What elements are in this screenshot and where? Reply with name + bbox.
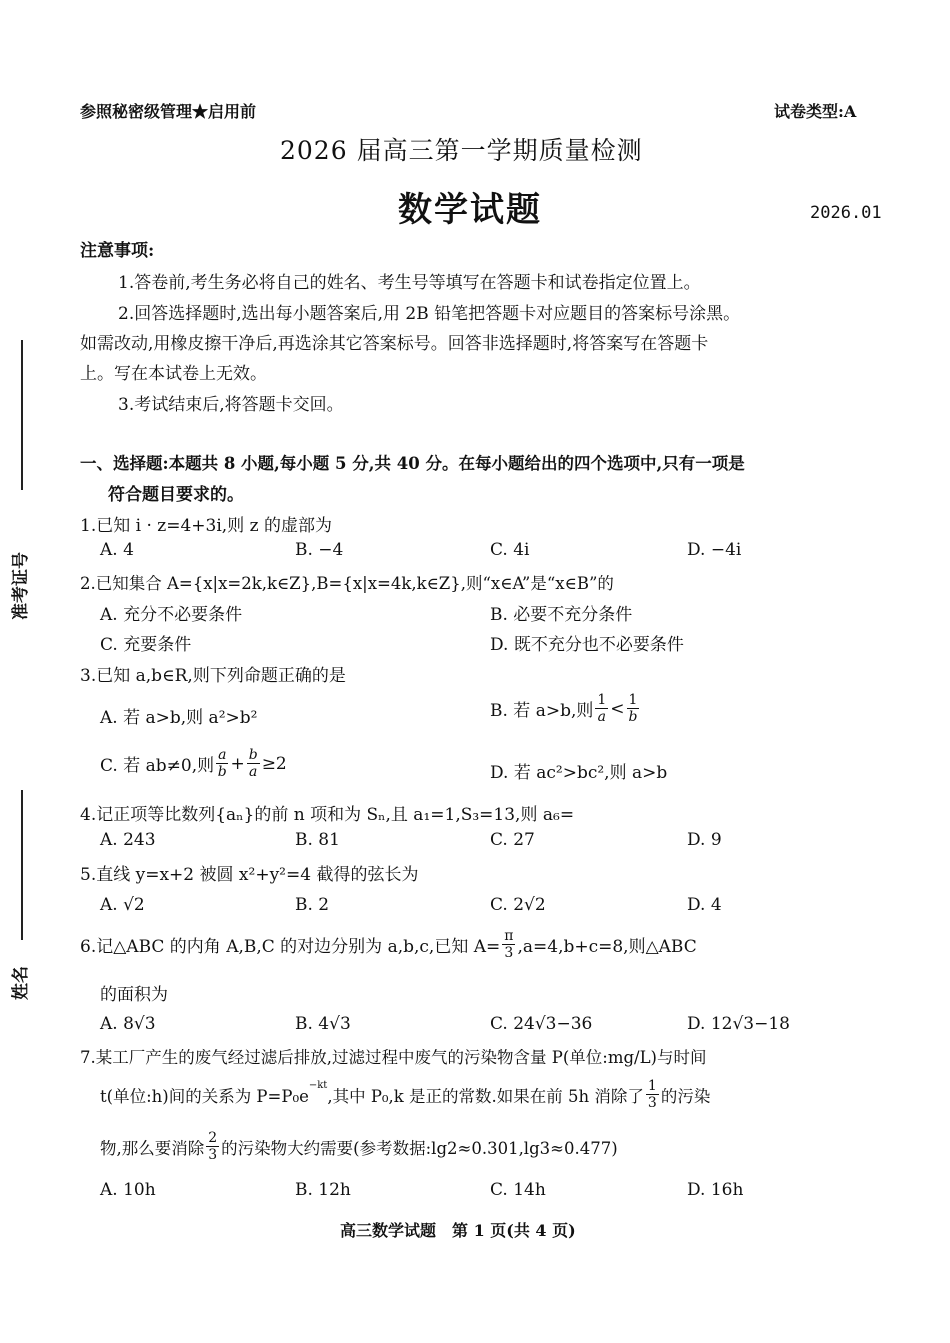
q6-option-b: B. 4√3 — [295, 1014, 351, 1034]
q6-stem-text: 6.记△ABC 的内角 A,B,C 的对边分别为 a,b,c,已知 A= — [80, 937, 501, 957]
exponent: −kt — [308, 1080, 328, 1091]
fraction: 1 a — [597, 692, 607, 725]
exam-title: 2026 届高三第一学期质量检测 — [280, 136, 643, 165]
section-heading-cont: 符合题目要求的。 — [108, 485, 244, 505]
q3-option-b: B. 若 a>b,则 1 a < 1 b — [490, 692, 638, 725]
q2-option-a: A. 充分不必要条件 — [100, 605, 243, 625]
fraction: 1 b — [628, 692, 638, 725]
question-1-stem: 1.已知 i · z=4+3i,则 z 的虚部为 — [80, 516, 332, 536]
q7-line3-a: 物,那么要消除 — [100, 1138, 205, 1158]
fraction: a b — [217, 747, 227, 780]
question-3-stem: 3.已知 a,b∈R,则下列命题正确的是 — [80, 666, 346, 686]
question-5-stem: 5.直线 y=x+2 被圆 x²+y²=4 截得的弦长为 — [80, 865, 419, 885]
paper-type-label: 试卷类型:A — [774, 102, 857, 121]
question-7-stem-line3 — [100, 1130, 618, 1163]
subject-title: 数学试题 — [398, 190, 542, 230]
question-7-stem: 7.某工厂产生的废气经过滤后排放,过滤过程中废气的污染物含量 P(单位:mg/L)与时间 — [80, 1048, 707, 1067]
q2-option-b: B. 必要不充分条件 — [490, 605, 633, 625]
notes-heading: 注意事项: — [80, 241, 155, 261]
q7-line2-c: 的污染 — [660, 1086, 711, 1106]
confidential-label: 参照秘密级管理★启用前 — [80, 102, 257, 121]
q1-option-b: B. −4 — [295, 540, 344, 560]
q7-line2-b: ,其中 P₀,k 是正的常数.如果在前 5h 消除了 — [327, 1086, 644, 1106]
q6-option-d: D. 12√3−18 — [687, 1014, 790, 1034]
page-footer: 高三数学试题 第 1 页(共 4 页) — [340, 1221, 576, 1240]
question-6-stem-line2: 的面积为 — [100, 985, 168, 1005]
q4-option-a: A. 243 — [100, 830, 156, 850]
exam-number-line — [21, 340, 23, 490]
q4-option-b: B. 81 — [295, 830, 340, 850]
note-item: 2.回答选择题时,选出每小题答案后,用 2B 铅笔把答题卡对应题目的答案标号涂黑。 — [118, 304, 741, 324]
q1-option-d: D. −4i — [687, 540, 742, 560]
question-2-stem: 2.已知集合 A={x|x=2k,k∈Z},B={x|x=4k,k∈Z},则“x∈A”是“x∈B”的 — [80, 574, 614, 593]
q7-option-a: A. 10h — [100, 1180, 156, 1200]
fraction: $\frac{b}{a}$ — [248, 747, 258, 780]
q1-option-c: C. 4i — [490, 540, 530, 560]
note-item: 1.答卷前,考生务必将自己的姓名、考生号等填写在答题卡和试卷指定位置上。 — [118, 273, 701, 293]
q4-option-d: D. 9 — [687, 830, 722, 850]
q6-option-c: C. 24√3−36 — [490, 1014, 593, 1034]
question-6-stem — [80, 928, 697, 961]
note-item: 上。写在本试卷上无效。 — [80, 364, 267, 384]
q7-line2-a: t(单位:h)间的关系为 P=P₀e — [100, 1086, 309, 1106]
q6-option-a: A. 8√3 — [100, 1014, 156, 1034]
q2-option-c: C. 充要条件 — [100, 635, 192, 655]
name-line — [21, 790, 23, 940]
q2-option-d: D. 既不充分也不必要条件 — [490, 635, 684, 655]
q1-option-a: A. 4 — [100, 540, 134, 560]
exam-number-label: 准考证号 — [11, 552, 31, 620]
question-7-stem-line2 — [100, 1078, 710, 1111]
q3-option-b-text: B. 若 a>b,则 — [490, 701, 594, 721]
question-4-stem: 4.记正项等比数列{aₙ}的前 n 项和为 Sₙ,且 a₁=1,S₃=13,则 a₆= — [80, 805, 575, 825]
q5-option-b: B. 2 — [295, 895, 330, 915]
q7-line3-b: 的污染物大约需要(参考数据:lg2≈0.301,lg3≈0.477) — [221, 1138, 618, 1158]
q5-option-d: D. 4 — [687, 895, 722, 915]
q3-option-d: D. 若 ac²>bc²,则 a>b — [490, 763, 668, 783]
section-heading: 一、选择题:本题共 8 小题,每小题 5 分,共 40 分。在每小题给出的四个选项中,只有一项是 — [80, 454, 745, 473]
q7-option-c: C. 14h — [490, 1180, 546, 1200]
q7-option-b: B. 12h — [295, 1180, 351, 1200]
name-label: 姓名 — [11, 966, 31, 1000]
fraction: 2 3 — [208, 1130, 218, 1163]
exam-date: 2026.01 — [810, 203, 882, 223]
fraction: $\frac{\pi}{3}$ — [504, 928, 514, 961]
fraction: 1 3 — [647, 1078, 657, 1111]
q3-option-a: A. 若 a>b,则 a²>b² — [100, 708, 258, 728]
note-item: 3.考试结束后,将答题卡交回。 — [118, 395, 344, 415]
q6-stem-tail: ,a=4,b+c=8,则△ABC — [517, 937, 697, 957]
q3-option-c: C. 若 ab≠0,则 a b + $\frac{b}{a}$ ≥2 — [100, 747, 287, 780]
q7-option-d: D. 16h — [687, 1180, 744, 1200]
q5-option-a: A. √2 — [100, 895, 145, 915]
q3-option-c-text: C. 若 ab≠0,则 — [100, 756, 215, 776]
note-item: 如需改动,用橡皮擦干净后,再选涂其它答案标号。回答非选择题时,将答案写在答题卡 — [80, 334, 709, 354]
q4-option-c: C. 27 — [490, 830, 535, 850]
q5-option-c: C. 2√2 — [490, 895, 546, 915]
